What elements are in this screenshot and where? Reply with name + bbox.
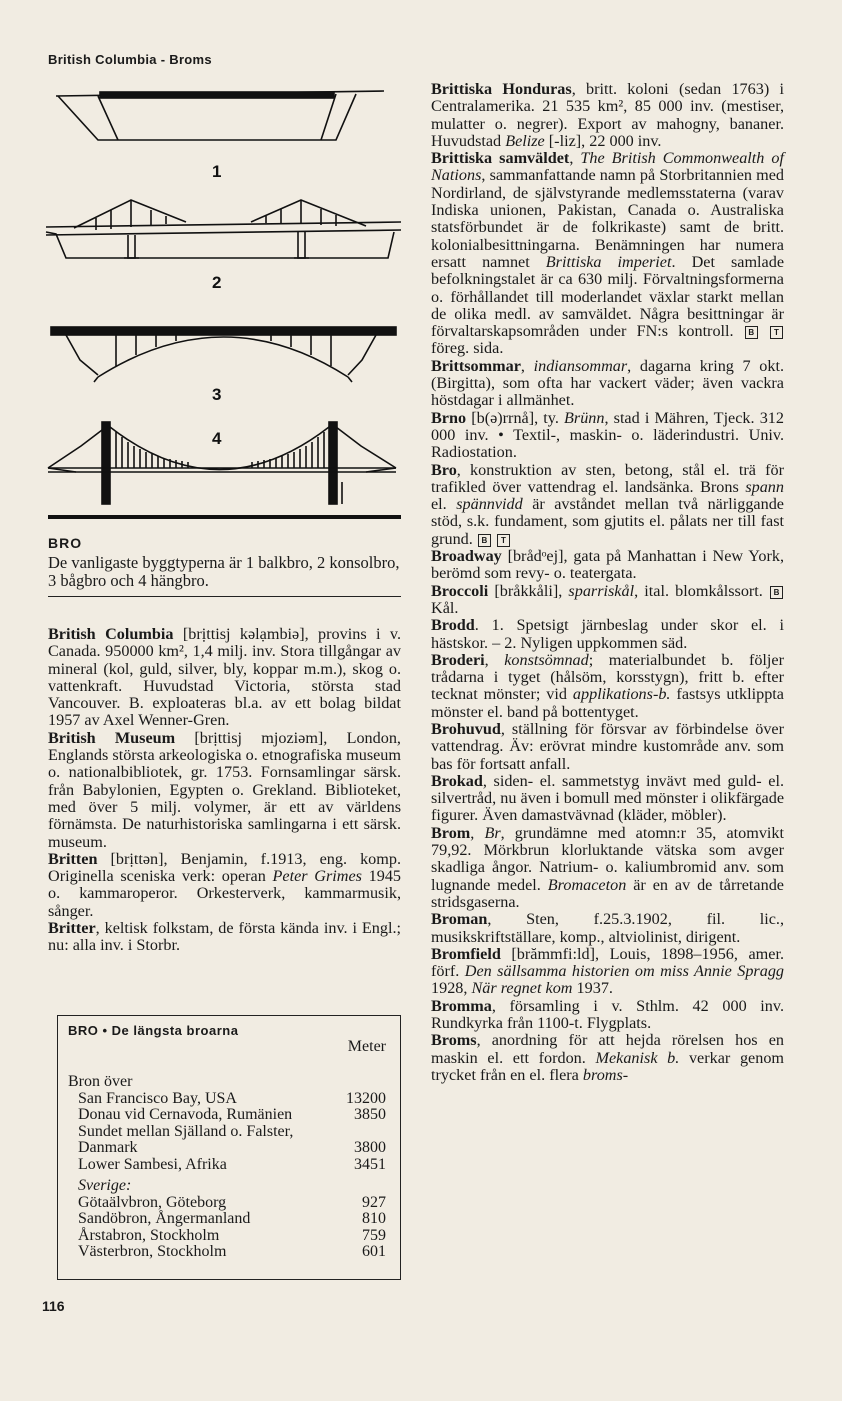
- reference-symbol-icon: T: [770, 326, 783, 339]
- caption-bottom-rule: [48, 596, 401, 597]
- figure-number-4: 4: [212, 429, 222, 448]
- entry-italic: Belize: [505, 131, 545, 150]
- reference-symbol-icon: T: [497, 534, 510, 547]
- entry-text: , ställning för försvar av förbindelse över vattendrag. Äv: erövrat mindre kustområde anv. som bas för fortsatt anfall.: [431, 719, 784, 773]
- entry-italic: konstsömnad: [504, 650, 589, 669]
- table-title: BRO • De längsta broarna: [68, 1023, 239, 1038]
- page-number: 116: [42, 1298, 65, 1314]
- entry-text: , församling i v. Sthlm. 42 000 inv. Rundkyrka från 1100-t. Flygplats.: [431, 996, 784, 1033]
- entry-text: Kål.: [431, 598, 459, 617]
- entry-text: [brămmfi:ld], Louis, 1898–1956, amer. förf.: [431, 944, 784, 981]
- table-subheading: Sverige:: [78, 1177, 132, 1194]
- entry-italic: Mekanisk b.: [595, 1048, 680, 1067]
- entry-headword: Brittiska Honduras: [431, 80, 572, 98]
- table-row-label: Götaälvbron, Göteborg: [78, 1193, 227, 1211]
- right-column: [431, 81, 784, 1084]
- table-row: [68, 1244, 386, 1261]
- entry-text: [759, 322, 769, 340]
- table-intro: Bron över: [68, 1073, 133, 1090]
- entry-text: , Sten, f.25.3.1902, fil. lic., musikskriftställare, komp., altviolinist, dirigent.: [431, 910, 784, 946]
- entry-text: [bråkkåli],: [488, 581, 569, 600]
- dictionary-entry: [48, 730, 401, 851]
- entry-italic: The British Commonwealth of Nations: [431, 149, 784, 185]
- entry-text: föreg. sida.: [431, 339, 504, 358]
- entry-text: , sammanfattande namn på Storbritannien med Nordirland, de självstyrande medlemsstaterna (varav Indiska unionen, Pakistan, Canada o. Australiska statsförbundet är de folkrikaste) samt de britt. kolonialbesittningarna. Benämningen har numera ersatt namnet: [431, 166, 784, 271]
- entry-text: ,: [484, 650, 505, 669]
- table-body: [68, 1074, 386, 1261]
- entry-headword: Broadway: [431, 547, 502, 566]
- entry-text: ; materialbundet b. följer trådarna i tyget (hålsöm, korsstygn), fritt b. efter tecknat mönster; vid: [431, 650, 785, 704]
- table-row-value: 13200: [346, 1089, 386, 1107]
- table-row-label: Donau vid Cernavoda, Rumänien: [78, 1106, 293, 1123]
- table-row: [68, 1228, 386, 1245]
- entry-italic: När regnet kom: [471, 979, 573, 998]
- table-row: [68, 1195, 386, 1212]
- entry-headword: Brodd: [431, 616, 475, 635]
- caption-text: De vanligaste byggtyperna är 1 balkbro, 2 konsolbro, 3 bågbro och 4 hängbro.: [48, 553, 400, 590]
- entry-headword: Brittiska samväldet: [431, 149, 570, 168]
- table-row-value: 601: [362, 1243, 386, 1260]
- dictionary-entry: [48, 626, 401, 730]
- entry-text: , anordning för att hejda rörelsen hos en maskin el. ett fordon.: [431, 1031, 784, 1067]
- dictionary-entry: [431, 617, 784, 652]
- dictionary-entry: [431, 410, 784, 462]
- entry-italic: Brünn: [564, 408, 605, 427]
- dictionary-entry: [431, 911, 784, 946]
- table-row-label: San Francisco Bay, USA: [78, 1089, 237, 1107]
- cantilever-bridge-drawing: [46, 200, 401, 258]
- entry-headword: British Museum: [48, 728, 176, 747]
- figure-number-3: 3: [212, 385, 222, 404]
- figure-number-1: 1: [212, 162, 222, 181]
- entry-text: [492, 530, 496, 548]
- table-row: [68, 1211, 386, 1228]
- dictionary-entry: [431, 81, 784, 150]
- table-row: [68, 1107, 386, 1124]
- entry-italic: Brittiska imperiet: [545, 252, 672, 271]
- entry-headword: Brom: [431, 823, 471, 842]
- entry-headword: British Columbia: [48, 625, 174, 643]
- dictionary-entry: [431, 998, 784, 1033]
- entry-italic: Bromaceton: [547, 875, 627, 894]
- entry-italic: Den sällsamma historien om miss Annie Spragg: [464, 962, 785, 981]
- entry-text: är avståndet mellan två närliggande stöd, s.k. fundament, som gjutits el. pålats ner till fast grund.: [431, 495, 784, 548]
- entry-text: fastsys utklippta mönster el. band på bottentyget.: [431, 685, 784, 721]
- entry-text: 1945 o. kammaroperor. Orkesterverk, kammarmusik, sånger.: [48, 867, 401, 920]
- entry-text: el.: [431, 495, 457, 514]
- table-row: [68, 1157, 386, 1174]
- entry-text: , dagarna kring 7 okt. (Birgitta), som ofta har vackert väder; även vackra höstdagar i allmänhet.: [431, 356, 784, 410]
- table-row-value: 3800: [354, 1139, 386, 1156]
- entry-text: , ital. blomkålssort.: [634, 581, 769, 600]
- entry-text: , britt. koloni (sedan 1763) i Centralamerika. 21 535 km², 85 000 inv. (mestiser, mulatter o. negrer). Export av mahogny, bananer. Huvudstad: [431, 80, 784, 150]
- table-row-label: Västerbron, Stockholm: [78, 1243, 227, 1260]
- dictionary-entry: [48, 851, 401, 920]
- arch-bridge-drawing: [51, 327, 396, 382]
- longest-bridges-table: [57, 1015, 401, 1280]
- beam-bridge-drawing: [56, 91, 384, 140]
- suspension-bridge-drawing: [48, 422, 396, 504]
- reference-symbol-icon: B: [478, 534, 491, 547]
- table-row-value: 927: [362, 1193, 386, 1211]
- table-row: [68, 1091, 386, 1108]
- entry-text: , konstruktion av sten, betong, stål el. trä för trafikled över vattendrag el. landsänka. Brons: [431, 460, 784, 496]
- entry-headword: Bromma: [431, 996, 492, 1015]
- dictionary-entry: [431, 548, 784, 583]
- table-row-value: 759: [362, 1226, 386, 1244]
- entry-text: . Det samlade befolkningstalet är ca 630 milj. Förvaltningsformerna o. förhållandet till moderlandet växlar starkt mellan de olika medl. av samväldet. Några besittningar är förvaltarskapsområden under FN:s kontroll.: [431, 252, 785, 341]
- entry-headword: Broms: [431, 1031, 477, 1050]
- entry-italic: applikations-b.: [572, 685, 671, 704]
- entry-text: , keltisk folkstam, de första kända inv. i Engl.; nu: alla inv. i Storbr.: [48, 919, 401, 955]
- table-row-label: Sandöbron, Ångermanland: [78, 1210, 251, 1227]
- entry-headword: Britten: [48, 849, 98, 868]
- entry-headword: Brohuvud: [431, 719, 501, 738]
- entry-text: [brịttən], Benjamin, f.1913, eng. komp. Originella sceniska verk: operan: [48, 849, 401, 886]
- dictionary-entry: [431, 825, 784, 911]
- entry-headword: Britter: [48, 919, 96, 938]
- table-row-value: 810: [362, 1210, 386, 1227]
- entry-headword: Bro: [431, 460, 457, 479]
- entry-text: 1937.: [572, 979, 613, 998]
- dictionary-entry: [431, 1032, 784, 1084]
- entry-text: ,: [569, 149, 581, 168]
- bridge-types-figure: [36, 82, 406, 512]
- entry-text: [brịttisj mjoziəm], London, Englands största arkeologiska o. etnografiska museum o. nationalbibliotek, gr. 1753. Fornsamlingar särsk. från Babylonien, Egypten o. Grekland. Biblioteket, med över 5 milj. volymer, är ett av världens förnämsta. De naturhistoriska samlingarna i ett särsk. museum.: [48, 728, 401, 851]
- dictionary-entry: [48, 920, 401, 955]
- table-row-label: Lower Sambesi, Afrika: [78, 1155, 227, 1173]
- dictionary-entry: [431, 358, 784, 410]
- table-row-value: 3850: [354, 1106, 386, 1123]
- table-row-value: 3451: [354, 1155, 386, 1173]
- dictionary-entry: [431, 652, 784, 721]
- table-row-label: Sundet mellan Själland o. Falster, Danmark: [78, 1122, 294, 1156]
- entry-headword: Bromfield: [431, 944, 501, 963]
- entry-headword: Broman: [431, 910, 488, 929]
- figure-number-2: 2: [212, 273, 222, 292]
- entry-italic: Br: [484, 823, 501, 842]
- entry-italic: sparriskål: [568, 581, 635, 600]
- table-unit-header: Meter: [347, 1038, 386, 1055]
- caption-rule: [48, 515, 401, 519]
- entry-text: är en av de tårretande stridsgaserna.: [431, 875, 784, 911]
- reference-symbol-icon: B: [770, 586, 783, 599]
- entry-text: ,: [520, 356, 534, 375]
- dictionary-entry: [431, 721, 784, 773]
- entry-italic: spann: [745, 477, 784, 496]
- dictionary-entry: [431, 583, 784, 618]
- caption-title: BRO: [48, 535, 83, 551]
- entry-text: , stad i Mähren, Tjeck. 312 000 inv. • Textil-, maskin- o. läderindustri. Univ. Radiostation.: [431, 408, 784, 462]
- entry-italic: spännvidd: [456, 495, 523, 514]
- running-header: British Columbia - Broms: [48, 52, 212, 67]
- dictionary-entry: [431, 150, 784, 358]
- entry-text: 1928,: [431, 979, 472, 998]
- entry-headword: Broderi: [431, 650, 485, 669]
- table-row-label: Årstabron, Stockholm: [78, 1226, 220, 1244]
- entry-italic: indiansommar: [533, 356, 628, 375]
- dictionary-entry: [431, 946, 784, 998]
- entry-text: , siden- el. sammetstyg invävt med guld- el. silvertråd, nu även i bomull med mönster i olikfärgade figurer. Även damastvävnad (kläder, möbler).: [431, 771, 784, 825]
- table-row: [68, 1124, 386, 1157]
- entry-text: , grundämne med atomn:r 35, atomvikt 79,92. Mörkbrun klorluktande vätska som avger skadliga ångor. Natrium- o. kaliumbromid anv. som lugnande medel.: [431, 823, 785, 894]
- dictionary-entry: [431, 773, 784, 825]
- entry-text: [brịttisj kəlạmbiə], provins i v. Canada. 950000 km², 1,4 milj. inv. Stora tillgångar av mineral (kol, guld, silver, bly, koppar m.m.), skog o. vattenkraft. Huvudstad Victoria, största stad Vancouver. B. exploateras bl.a. av ett bolag bildat 1957 av Axel Wenner-Gren.: [48, 625, 401, 730]
- entry-text: [brådᵒej], gata på Manhattan i New York, berömd som revy- o. teatergata.: [431, 547, 784, 583]
- entry-headword: Broccoli: [431, 581, 489, 600]
- entry-text: ,: [470, 823, 485, 842]
- entry-italic: Peter Grimes: [272, 867, 362, 886]
- entry-headword: Brokad: [431, 771, 483, 790]
- entry-italic: broms-: [582, 1065, 629, 1084]
- entry-headword: Brno: [431, 408, 467, 427]
- entry-text: [-liz], 22 000 inv.: [544, 131, 662, 150]
- entry-headword: Brittsommar: [431, 356, 521, 375]
- entry-text: verkar genom trycket från en el. flera: [431, 1048, 785, 1084]
- reference-symbol-icon: B: [745, 326, 758, 339]
- entry-text: [b(ə)rrnå], ty.: [466, 408, 564, 427]
- left-column: [48, 626, 401, 955]
- dictionary-entry: [431, 462, 784, 548]
- entry-text: . 1. Spetsigt järnbeslag under skor el. i hästskor. – 2. Nyligen uppkommen säd.: [431, 616, 784, 652]
